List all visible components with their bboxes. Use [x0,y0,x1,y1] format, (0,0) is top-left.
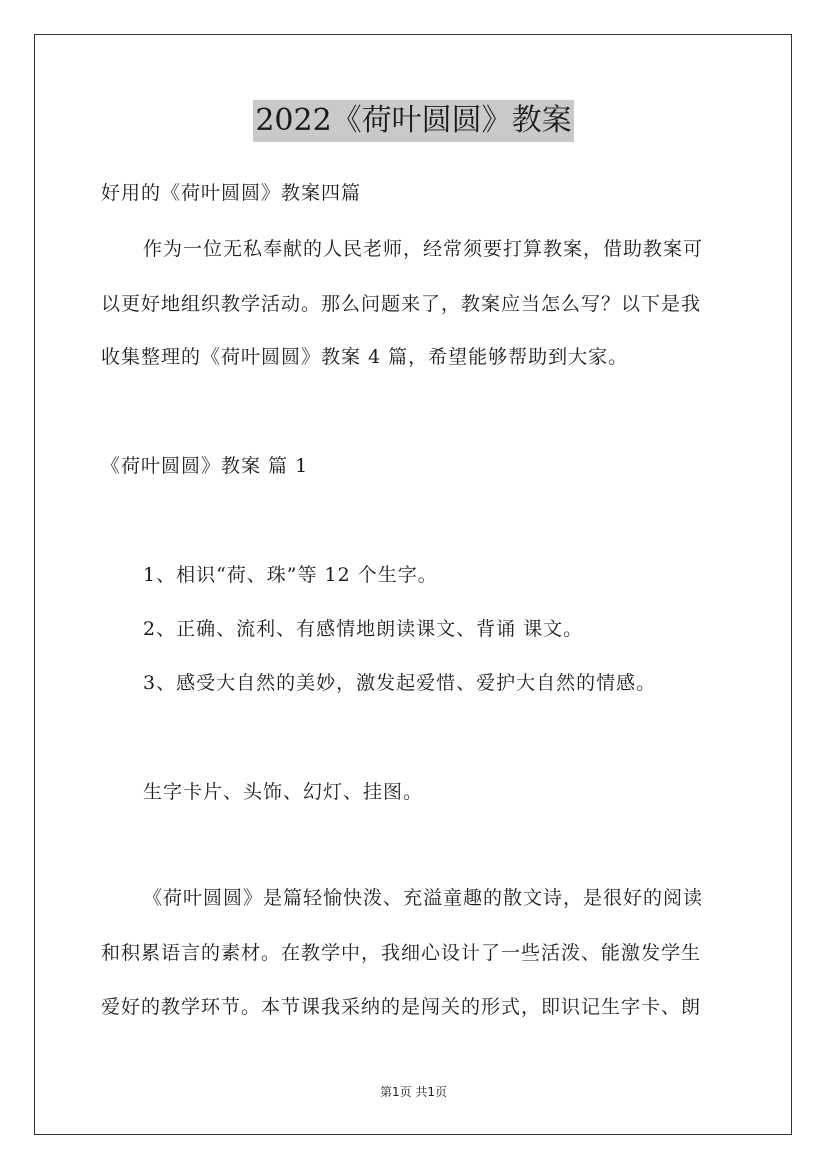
objective-item-1: 1、相识“荷、珠”等 12 个生字。 [143,564,438,586]
analysis-line-2: 和积累语言的素材。在教学中，我细心设计了一些活泼、能激发学生 [101,942,702,964]
materials-line: 生字卡片、头饰、幻灯、挂图。 [143,781,424,803]
intro-line-1: 作为一位无私奉献的人民老师，经常须要打算教案，借助教案可 [143,238,704,260]
document-subtitle: 好用的《荷叶圆圆》教案四篇 [101,182,362,204]
intro-line-3: 收集整理的《荷叶圆圆》教案 4 篇，希望能够帮助到大家。 [101,346,629,368]
analysis-line-3: 爱好的教学环节。本节课我采纳的是闯关的形式，即识记生字卡、朗 [101,996,702,1018]
page-footer: 第1页 共1页 [379,1085,448,1099]
section-heading: 《荷叶圆圆》教案 篇 1 [101,455,309,477]
objective-item-3: 3、感受大自然的美妙，激发起爱惜、爱护大自然的情感。 [143,672,657,694]
objective-item-2: 2、正确、流利、有感情地朗读课文、背诵 课文。 [143,618,584,640]
document-title: 2022《荷叶圆圆》教案 [253,100,573,142]
analysis-line-1: 《荷叶圆圆》是篇轻愉快泼、充溢童趣的散文诗，是很好的阅读 [143,887,704,909]
title-container [0,100,827,142]
intro-line-2: 以更好地组织教学活动。那么问题来了，教案应当怎么写？以下是我 [101,293,702,315]
